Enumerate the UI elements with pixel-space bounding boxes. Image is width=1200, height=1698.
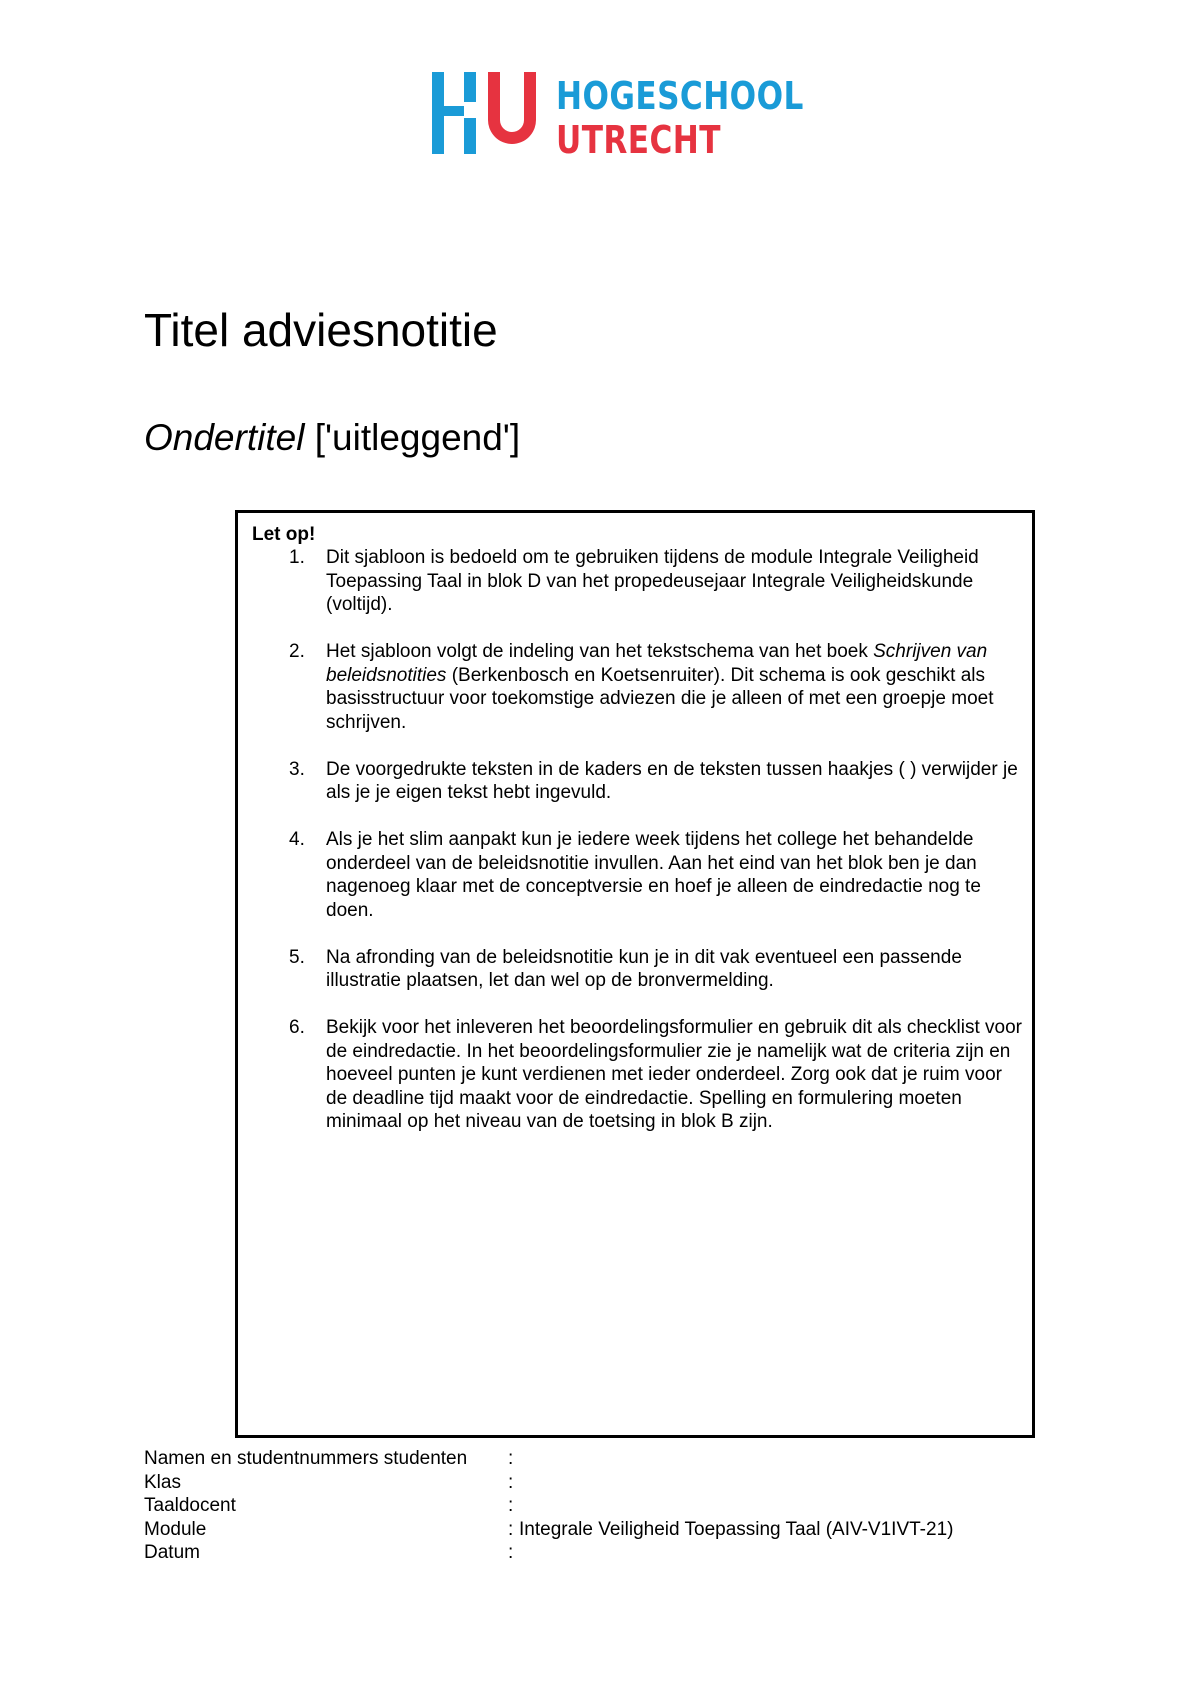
- notice-item-number: 3.: [289, 758, 305, 780]
- meta-colon: :: [508, 1448, 514, 1469]
- meta-colon: :: [508, 1495, 514, 1516]
- notice-item-text-pre: Het sjabloon volgt de indeling van het tekstschema van het boek: [326, 641, 874, 662]
- meta-label: Klas: [144, 1471, 181, 1493]
- hu-logo: [432, 72, 804, 162]
- notice-item: [252, 546, 1022, 617]
- meta-colon: :: [508, 1518, 514, 1540]
- notice-item-text: Dit sjabloon is bedoeld om te gebruiken tijdens de module Integrale Veiligheid Toepassing Taal in blok D van het propedeusejaar Integrale Veiligheidskunde (voltijd).: [326, 547, 979, 615]
- notice-list: [252, 546, 1022, 1157]
- meta-label: Module: [144, 1518, 207, 1540]
- notice-item-number: 4.: [289, 829, 305, 850]
- notice-item-text: Na afronding van de beleidsnotitie kun je in dit vak eventueel een passende illustratie plaatsen, let dan wel op de bronvermelding.: [326, 946, 962, 991]
- notice-item: [252, 640, 1022, 734]
- notice-item: [252, 758, 1022, 805]
- meta-colon: :: [508, 1542, 514, 1563]
- hu-logo-wordmark: [556, 72, 804, 164]
- logo-line-hogeschool: HOGESCHOOL: [556, 74, 804, 118]
- notice-box: [235, 510, 1035, 1438]
- notice-item: [252, 946, 1022, 993]
- notice-item-number: 6.: [289, 1017, 305, 1038]
- hu-logo-mark: [432, 72, 552, 162]
- notice-item: [252, 1016, 1022, 1134]
- notice-item-number: 1.: [289, 547, 305, 568]
- notice-item-text: De voorgedrukte teksten in de kaders en de teksten tussen haakjes ( ) verwijder je als je je eigen tekst hebt ingevuld.: [326, 758, 1018, 803]
- notice-item-text-post: (Berkenbosch en Koetsenruiter). Dit schema is ook geschikt als basisstructuur voor toekomstige adviezen die je alleen of met een groepje moet schrijven.: [326, 664, 994, 733]
- logo-line-utrecht: UTRECHT: [556, 118, 721, 162]
- document-subtitle: [144, 414, 520, 462]
- subtitle-italic: Ondertitel: [144, 417, 305, 458]
- meta-label: Taaldocent: [144, 1495, 236, 1516]
- meta-colon: :: [508, 1471, 514, 1493]
- meta-value: Integrale Veiligheid Toepassing Taal (AIV-V1IVT-21): [519, 1518, 954, 1540]
- notice-item-text: Bekijk voor het inleveren het beoordelingsformulier en gebruik dit als checklist voor de eindredactie. In het beoordelingsformulier zie je namelijk wat de criteria zijn en hoeveel punten je kunt verdienen met ieder onderdeel. Zorg ook dat je ruim voor de deadline tijd maakt voor de eindredactie. Spelling en formulering moeten minimaal op het niveau van de toetsing in blok B zijn.: [326, 1017, 1022, 1132]
- meta-label: Namen en studentnummers studenten: [144, 1448, 468, 1469]
- meta-label: Datum: [144, 1542, 200, 1563]
- notice-heading: Let op!: [252, 524, 316, 545]
- notice-item-number: 5.: [289, 946, 305, 968]
- subtitle-rest: ['uitleggend']: [304, 417, 521, 458]
- notice-item-number: 2.: [289, 641, 305, 662]
- book-title: Schrijven van beleidsnotities: [326, 641, 988, 686]
- notice-item: [252, 828, 1022, 922]
- document-title: Titel adviesnotitie: [144, 304, 498, 356]
- notice-item-text: Als je het slim aanpakt kun je iedere week tijdens het college het behandelde onderdeel van de beleidsnotitie invullen. Aan het eind van het blok ben je dan nagenoeg klaar met de conceptversie en hoef je alleen de eindredactie nog te doen.: [326, 829, 981, 921]
